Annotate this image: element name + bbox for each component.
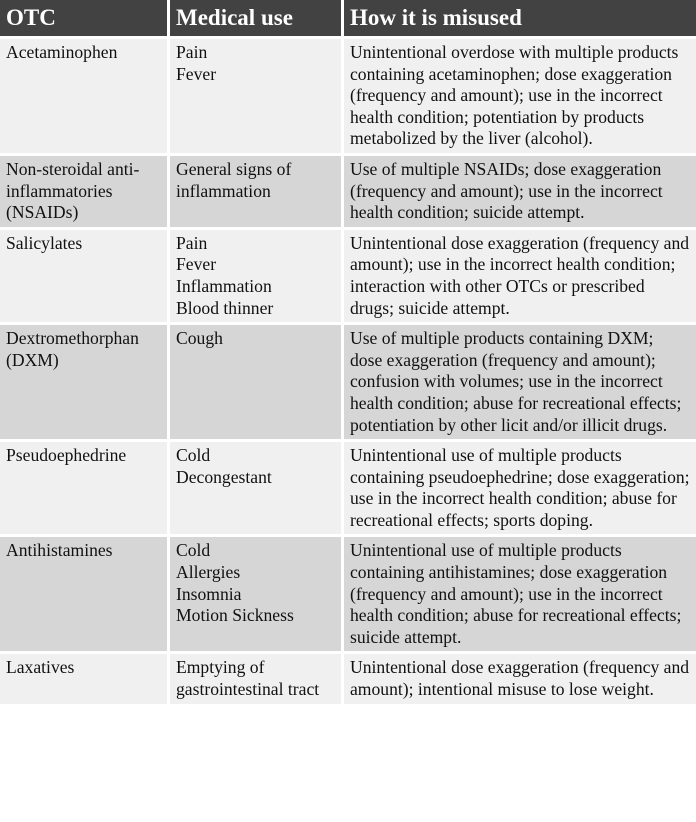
- header-medical-use: Medical use: [170, 0, 344, 39]
- cell-misuse: Unintentional use of multiple products containing antihistamines; dose exaggeration (frequency and amount); use in the incorrect health condition; abuse for recreational effects; suicide attempt.: [344, 537, 696, 654]
- header-misuse: How it is misused: [344, 0, 696, 39]
- table-row: [0, 230, 696, 325]
- cell-misuse: Unintentional dose exaggeration (frequency and amount); use in the incorrect health condition; interaction with other OTCs or prescribed drugs; suicide attempt.: [344, 230, 696, 325]
- header-otc: OTC: [0, 0, 170, 39]
- cell-otc: Acetaminophen: [0, 39, 170, 156]
- cell-misuse: Use of multiple NSAIDs; dose exaggeration (frequency and amount); use in the incorrect health condition; suicide attempt.: [344, 156, 696, 230]
- cell-medical-use: Pain Fever: [170, 39, 344, 156]
- table-row: [0, 442, 696, 537]
- cell-medical-use: Cough: [170, 325, 344, 442]
- cell-otc: Antihistamines: [0, 537, 170, 654]
- cell-otc: Pseudoephedrine: [0, 442, 170, 537]
- cell-medical-use: Cold Decongestant: [170, 442, 344, 537]
- table-row: [0, 156, 696, 230]
- cell-misuse: Unintentional use of multiple products containing pseudoephedrine; dose exaggeration; use in the incorrect health condition; abuse for recreational effects; sports doping.: [344, 442, 696, 537]
- cell-medical-use: General signs of inflammation: [170, 156, 344, 230]
- cell-misuse: Unintentional dose exaggeration (frequency and amount); intentional misuse to lose weight.: [344, 654, 696, 706]
- header-row: [0, 0, 696, 39]
- table-body: [0, 39, 696, 707]
- table-row: [0, 39, 696, 156]
- cell-otc: Non-steroidal anti-inflammatories (NSAIDs): [0, 156, 170, 230]
- table-row: [0, 654, 696, 706]
- table-row: [0, 537, 696, 654]
- cell-misuse: Unintentional overdose with multiple products containing acetaminophen; dose exaggeration (frequency and amount); use in the incorrect health condition; potentiation by products metabolized by the liver (alcohol).: [344, 39, 696, 156]
- cell-medical-use: Pain Fever Inflammation Blood thinner: [170, 230, 344, 325]
- cell-otc: Dextromethorphan (DXM): [0, 325, 170, 442]
- cell-otc: Salicylates: [0, 230, 170, 325]
- table-header: [0, 0, 696, 39]
- cell-medical-use: Emptying of gastrointestinal tract: [170, 654, 344, 706]
- cell-medical-use: Cold Allergies Insomnia Motion Sickness: [170, 537, 344, 654]
- cell-misuse: Use of multiple products containing DXM; dose exaggeration (frequency and amount); confusion with volumes; use in the incorrect health condition; abuse for recreational effects; potentiation by other licit and/or illicit drugs.: [344, 325, 696, 442]
- cell-otc: Laxatives: [0, 654, 170, 706]
- table-row: [0, 325, 696, 442]
